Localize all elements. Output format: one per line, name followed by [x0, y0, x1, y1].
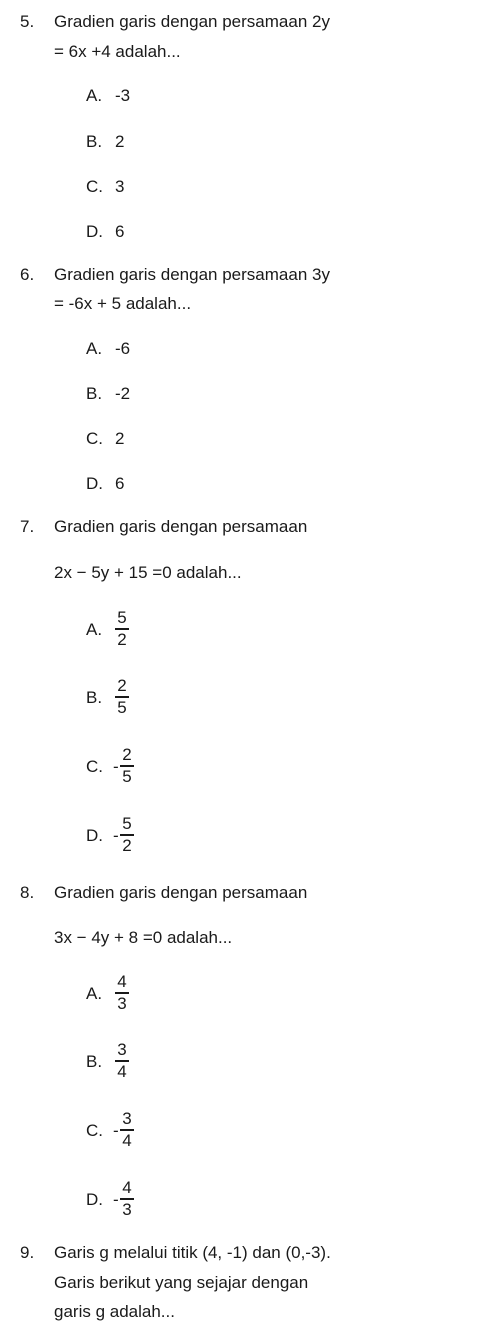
question-text-line2: = 6x +4 adalah... [54, 42, 181, 61]
denominator: 3 [122, 1200, 132, 1219]
option-value: 2 [115, 132, 125, 151]
numerator: 2 [122, 745, 132, 764]
fraction [114, 973, 130, 1013]
option-letter: C. [86, 1121, 103, 1140]
option-letter: A. [86, 86, 103, 105]
option-value: 3 [115, 177, 125, 196]
minus-sign: - [113, 1190, 119, 1209]
minus-sign: - [113, 826, 119, 845]
question-text-line1: Gradien garis dengan persamaan [54, 517, 308, 536]
question-number: 7. [20, 517, 35, 536]
option-letter: C. [86, 429, 103, 448]
question-text-line3: garis g adalah... [54, 1302, 175, 1321]
numerator: 4 [122, 1178, 132, 1197]
option-letter: D. [86, 1190, 103, 1209]
fraction [119, 1179, 135, 1219]
option-value: 2 [115, 429, 125, 448]
option-letter: D. [86, 826, 103, 845]
fraction [114, 609, 130, 649]
option-letter: B. [86, 384, 103, 403]
option-letter: D. [86, 474, 103, 493]
option-letter: A. [86, 984, 103, 1003]
fraction [114, 677, 130, 717]
denominator: 2 [117, 630, 127, 649]
equation: 2x − 5y + 15 =0 adalah... [54, 563, 242, 582]
denominator: 3 [117, 994, 127, 1013]
numerator: 5 [122, 814, 132, 833]
option-letter: C. [86, 177, 103, 196]
option-letter: B. [86, 132, 103, 151]
question-number: 8. [20, 883, 35, 902]
option-letter: A. [86, 620, 103, 639]
option-value: 6 [115, 222, 125, 241]
denominator: 4 [122, 1131, 132, 1150]
denominator: 5 [122, 767, 132, 786]
numerator: 3 [122, 1109, 132, 1128]
minus-sign: - [113, 757, 119, 776]
fraction [119, 746, 135, 786]
option-value: -6 [115, 339, 131, 358]
numerator: 4 [117, 972, 127, 991]
equation: 3x − 4y + 8 =0 adalah... [54, 928, 233, 947]
numerator: 2 [117, 676, 127, 695]
denominator: 5 [117, 698, 127, 717]
question-number: 9. [20, 1243, 35, 1262]
question-text-line1: Gradien garis dengan persamaan 3y [54, 265, 330, 284]
option-letter: B. [86, 1052, 103, 1071]
question-text-line1: Garis g melalui titik (4, -1) dan (0,-3). [54, 1243, 331, 1262]
denominator: 2 [122, 836, 132, 855]
question-text-line1: Gradien garis dengan persamaan 2y [54, 12, 330, 31]
fraction [119, 815, 135, 855]
question-text-line2: = -6x + 5 adalah... [54, 294, 192, 313]
question-number: 5. [20, 12, 35, 31]
option-value: -2 [115, 384, 131, 403]
question-text-line2: Garis berikut yang sejajar dengan [54, 1273, 309, 1292]
option-letter: A. [86, 339, 103, 358]
question-text-line1: Gradien garis dengan persamaan [54, 883, 308, 902]
numerator: 5 [117, 608, 127, 627]
fraction [114, 1041, 130, 1081]
option-value: -3 [115, 86, 131, 105]
question-number: 6. [20, 265, 35, 284]
denominator: 4 [117, 1062, 127, 1081]
option-letter: D. [86, 222, 103, 241]
fraction [119, 1110, 135, 1150]
numerator: 3 [117, 1040, 127, 1059]
option-letter: C. [86, 757, 103, 776]
minus-sign: - [113, 1121, 119, 1140]
option-value: 6 [115, 474, 125, 493]
option-letter: B. [86, 688, 103, 707]
